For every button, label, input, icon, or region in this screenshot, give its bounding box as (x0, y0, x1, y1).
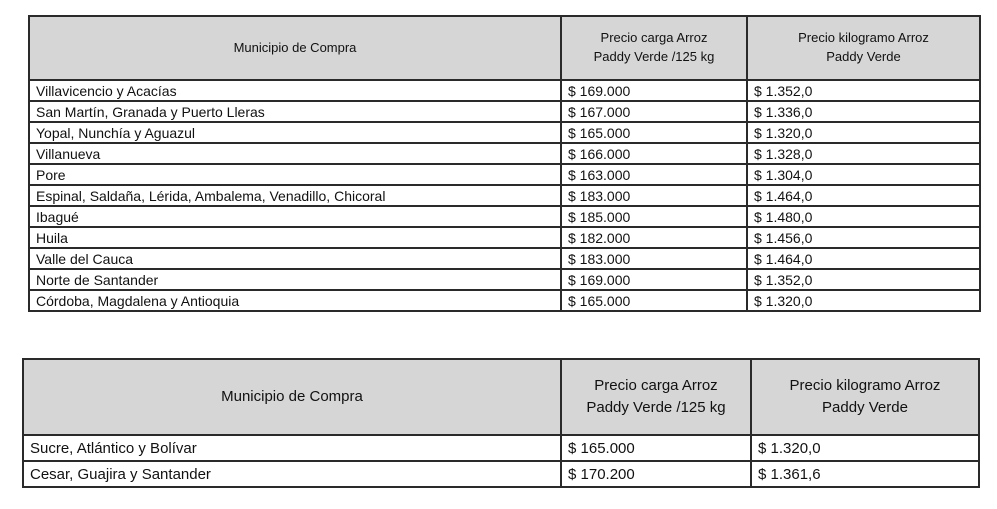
header-precio-kilogramo (747, 16, 980, 80)
header-municipio: Municipio de Compra (29, 16, 561, 80)
cell-municipio: Sucre, Atlántico y Bolívar (23, 435, 561, 461)
cell-precio-kilogramo: $ 1.464,0 (747, 248, 980, 269)
cell-municipio: Valle del Cauca (29, 248, 561, 269)
table-header (23, 359, 979, 435)
cell-precio-carga: $ 169.000 (561, 269, 747, 290)
header-line: Precio carga Arroz (594, 377, 718, 395)
cell-precio-kilogramo: $ 1.304,0 (747, 164, 980, 185)
cell-municipio: Ibagué (29, 206, 561, 227)
cell-precio-kilogramo: $ 1.480,0 (747, 206, 980, 227)
table-body (23, 435, 979, 487)
header-precio-carga (561, 16, 747, 80)
cell-municipio: Villavicencio y Acacías (29, 80, 561, 101)
cell-precio-carga: $ 165.000 (561, 122, 747, 143)
header-line: Precio carga Arroz (600, 30, 708, 46)
cell-precio-carga: $ 185.000 (561, 206, 747, 227)
cell-precio-carga: $ 165.000 (561, 435, 751, 461)
cell-precio-carga: $ 182.000 (561, 227, 747, 248)
table-row (29, 269, 980, 290)
table-body (29, 80, 980, 311)
cell-precio-kilogramo: $ 1.320,0 (747, 122, 980, 143)
header-line: Paddy Verde /125 kg (593, 49, 715, 64)
cell-precio-carga: $ 183.000 (561, 185, 747, 206)
table-row (29, 227, 980, 248)
cell-municipio: Cesar, Guajira y Santander (23, 461, 561, 487)
header-line: Paddy Verde /125 kg (586, 399, 726, 416)
cell-precio-kilogramo: $ 1.320,0 (751, 435, 979, 461)
cell-municipio: Villanueva (29, 143, 561, 164)
cell-municipio: Córdoba, Magdalena y Antioquia (29, 290, 561, 311)
header-line: Paddy Verde (826, 49, 901, 64)
table-header (29, 16, 980, 80)
table-row (29, 80, 980, 101)
cell-precio-kilogramo: $ 1.320,0 (747, 290, 980, 311)
cell-precio-kilogramo: $ 1.456,0 (747, 227, 980, 248)
cell-precio-carga: $ 183.000 (561, 248, 747, 269)
cell-precio-carga: $ 169.000 (561, 80, 747, 101)
cell-precio-kilogramo: $ 1.352,0 (747, 80, 980, 101)
cell-precio-kilogramo: $ 1.464,0 (747, 185, 980, 206)
price-table-1 (28, 15, 981, 312)
cell-municipio: Pore (29, 164, 561, 185)
cell-municipio: San Martín, Granada y Puerto Lleras (29, 101, 561, 122)
table-row (29, 248, 980, 269)
table-row (29, 101, 980, 122)
cell-precio-carga: $ 167.000 (561, 101, 747, 122)
table-row (23, 435, 979, 461)
cell-precio-carga: $ 163.000 (561, 164, 747, 185)
header-line: Precio kilogramo Arroz (798, 30, 929, 46)
header-line: Precio kilogramo Arroz (789, 377, 941, 395)
cell-municipio: Yopal, Nunchía y Aguazul (29, 122, 561, 143)
header-municipio: Municipio de Compra (23, 359, 561, 435)
header-row (23, 359, 979, 435)
cell-precio-carga: $ 165.000 (561, 290, 747, 311)
cell-precio-kilogramo: $ 1.361,6 (751, 461, 979, 487)
table-row (29, 122, 980, 143)
cell-precio-kilogramo: $ 1.352,0 (747, 269, 980, 290)
cell-municipio: Huila (29, 227, 561, 248)
table-row (29, 290, 980, 311)
cell-municipio: Espinal, Saldaña, Lérida, Ambalema, Venadillo, Chicoral (29, 185, 561, 206)
table-row (23, 461, 979, 487)
table-row (29, 164, 980, 185)
cell-municipio: Norte de Santander (29, 269, 561, 290)
table-row (29, 185, 980, 206)
price-table-2 (22, 358, 980, 488)
header-line: Paddy Verde (822, 399, 908, 416)
cell-precio-carga: $ 170.200 (561, 461, 751, 487)
cell-precio-carga: $ 166.000 (561, 143, 747, 164)
cell-precio-kilogramo: $ 1.336,0 (747, 101, 980, 122)
table-row (29, 143, 980, 164)
header-precio-carga (561, 359, 751, 435)
table-row (29, 206, 980, 227)
header-row (29, 16, 980, 80)
header-precio-kilogramo (751, 359, 979, 435)
cell-precio-kilogramo: $ 1.328,0 (747, 143, 980, 164)
